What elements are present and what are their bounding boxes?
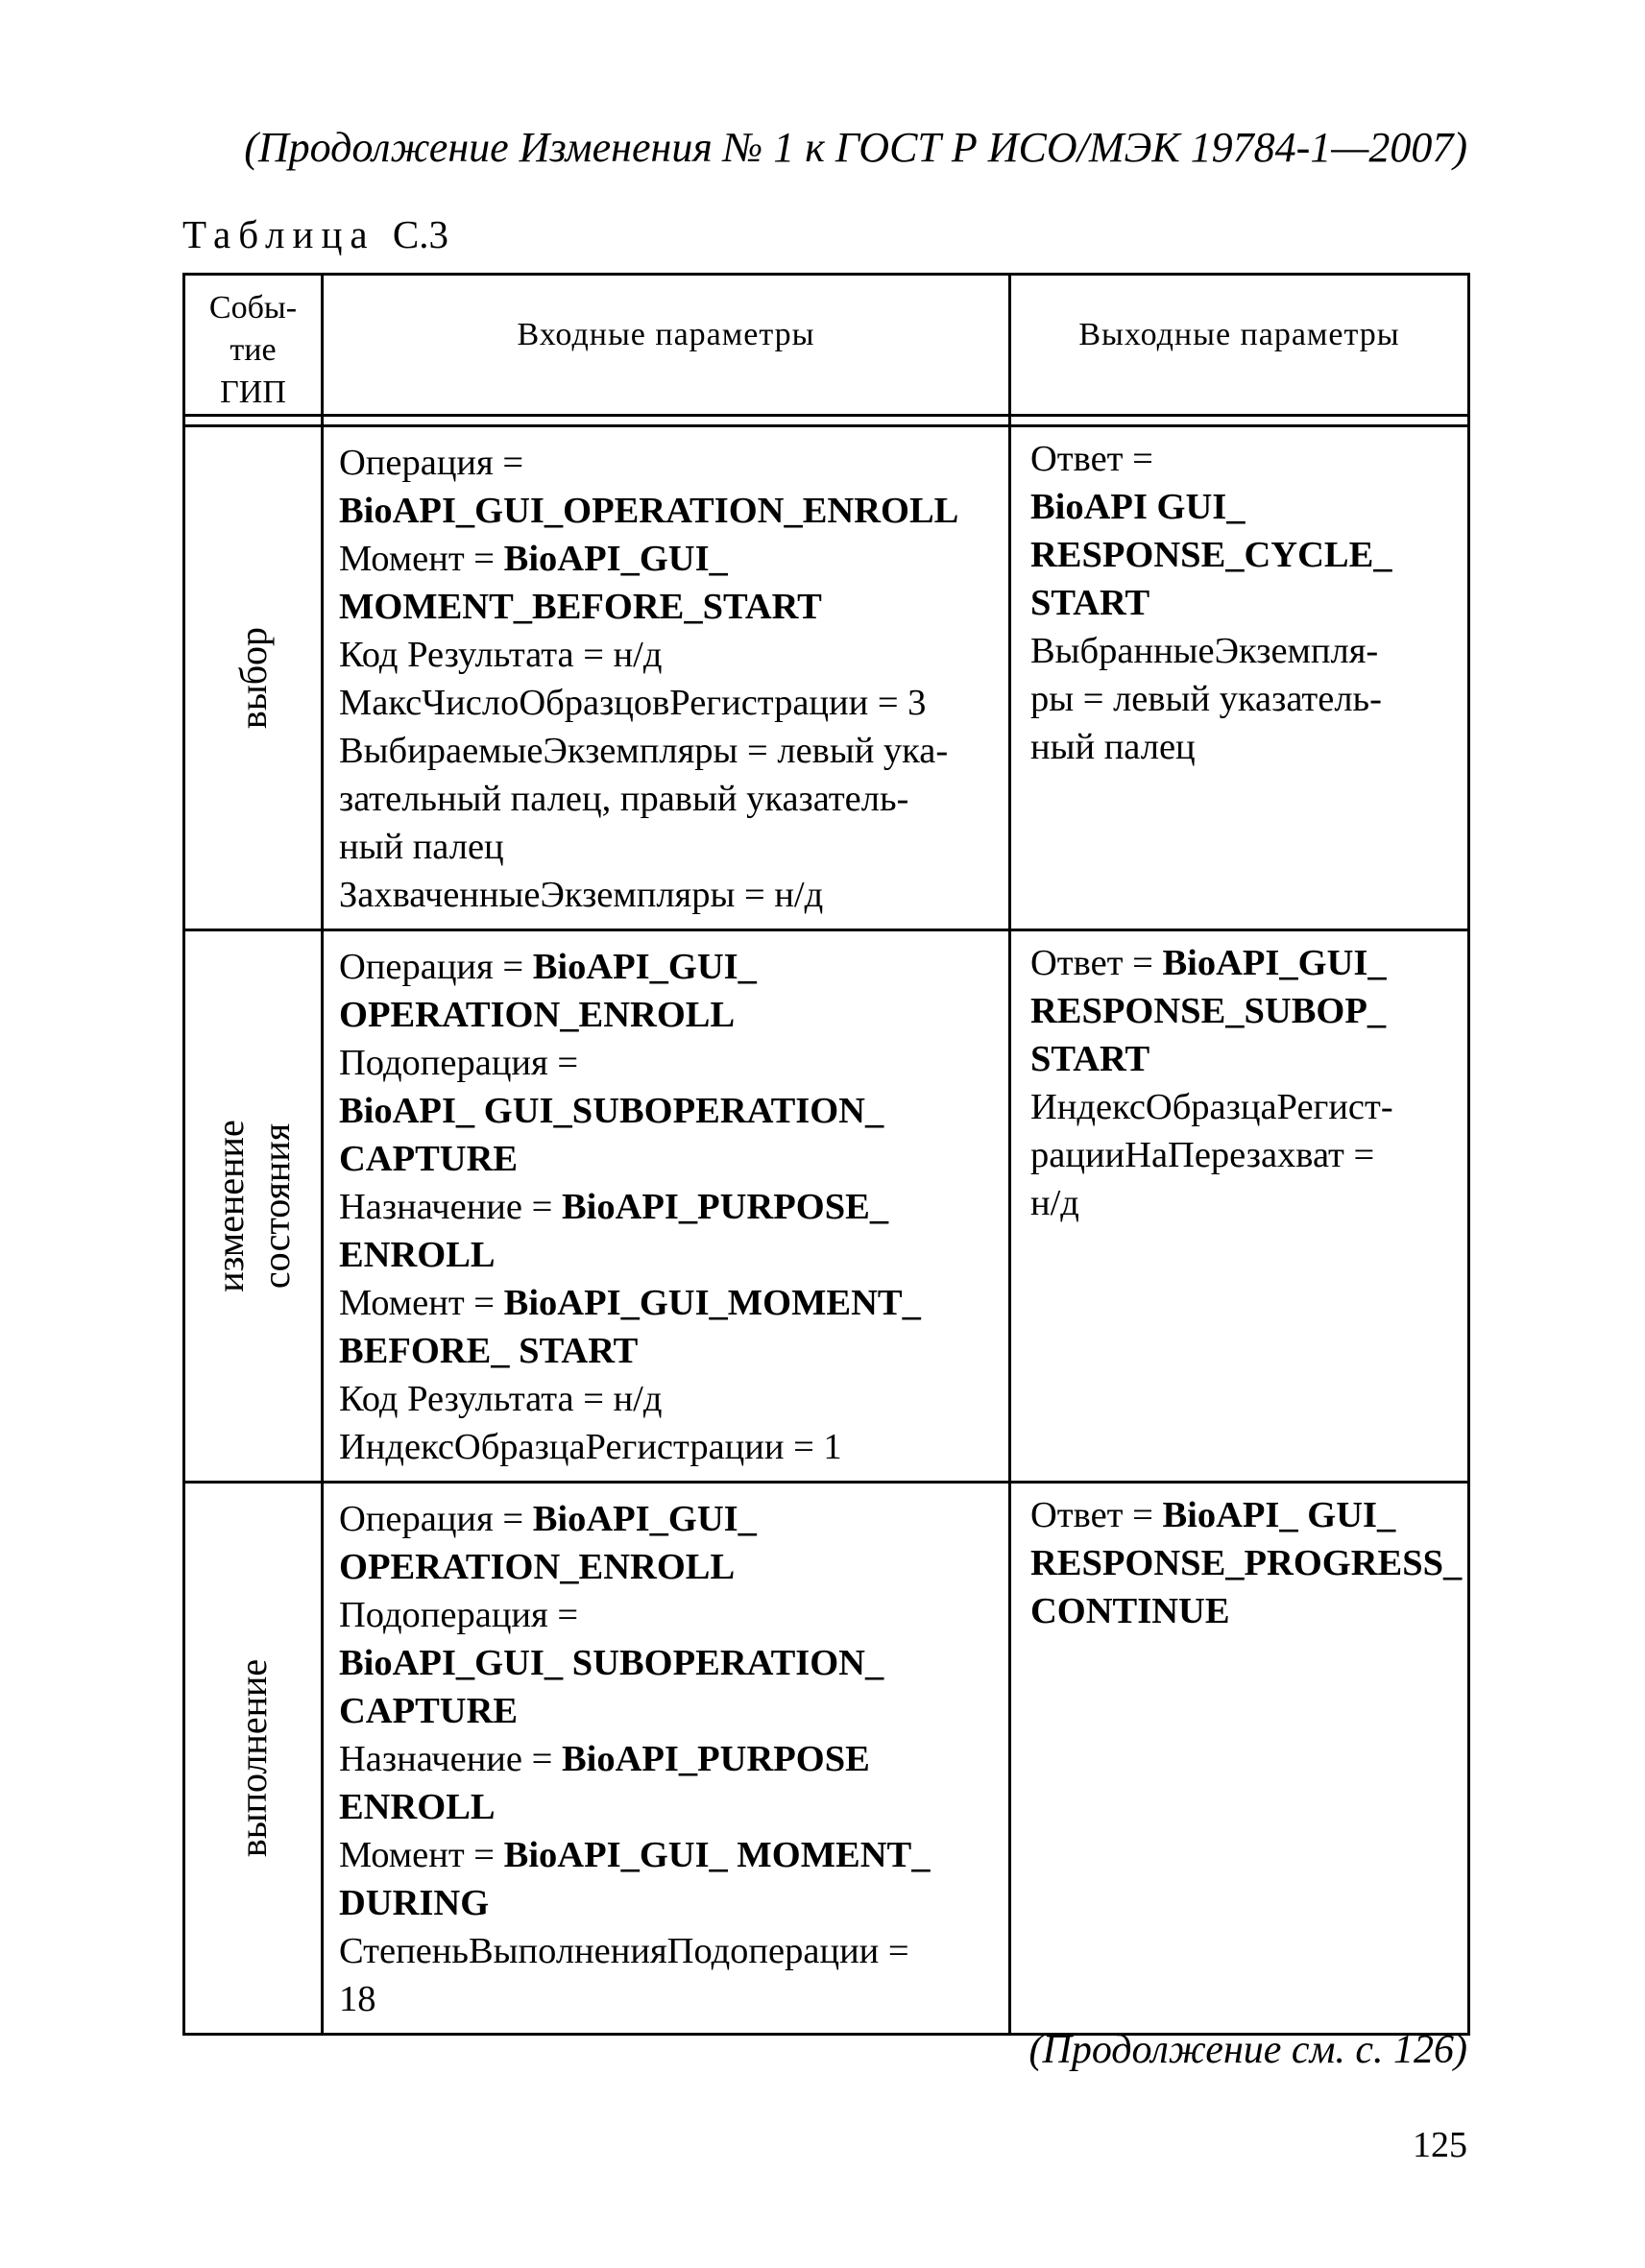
cell-line xyxy=(339,1135,999,1183)
cell-text-bold: BioAPI_GUI_MOMENT_ xyxy=(503,1283,921,1323)
cell-text-bold: BioAPI_GUI_ MOMENT_ xyxy=(503,1835,931,1875)
page-header: (Продолжение Изменения № 1 к ГОСТ Р ИСО/МЭК 19784-1—2007) xyxy=(244,124,1467,171)
cell-line xyxy=(1030,579,1458,627)
cell-text: OPERATION_ENROLL xyxy=(339,995,736,1035)
cell-line xyxy=(1030,1491,1458,1539)
table-title xyxy=(182,211,448,258)
cell-text-bold: BioAPI_GUI_ xyxy=(532,1499,757,1539)
cell-text: CAPTURE xyxy=(339,1139,519,1179)
page-number: 125 xyxy=(1413,2125,1467,2165)
cell-line xyxy=(1030,675,1458,723)
cell-line xyxy=(1030,1083,1458,1131)
cell-line xyxy=(1030,1035,1458,1083)
cell-text: RESPONSE_CYCLE_ xyxy=(1030,535,1392,575)
input-params-cell xyxy=(323,930,1010,1483)
cell-line xyxy=(339,1783,999,1831)
cell-text: BEFORE_ START xyxy=(339,1331,639,1371)
cell-text-bold: BioAPI_GUI_ xyxy=(1162,943,1387,983)
cell-line xyxy=(1030,1179,1458,1227)
cell-text: RESPONSE_SUBOP_ xyxy=(1030,991,1387,1031)
cell-line xyxy=(339,487,999,535)
header-event-line: ГИП xyxy=(220,374,286,410)
cell-text: Операция = xyxy=(339,1499,533,1539)
cell-text: Операция = xyxy=(339,947,533,987)
cell-line xyxy=(339,631,999,679)
cell-text: ИндексОбразцаРегист- xyxy=(1030,1087,1393,1127)
cell-line xyxy=(339,1375,999,1423)
header-event-line: Собы- xyxy=(208,290,298,326)
table-header-row xyxy=(184,275,1469,416)
output-params-cell xyxy=(1010,930,1469,1483)
cell-text: BioAPI_GUI_OPERATION_ENROLL xyxy=(339,491,959,531)
output-params-cell xyxy=(1010,426,1469,930)
cell-line xyxy=(339,1423,999,1471)
event-label xyxy=(230,627,277,729)
event-cell xyxy=(184,930,323,1483)
table-title-word: Таблица xyxy=(182,212,375,256)
cell-line: состояния xyxy=(254,1122,298,1290)
cell-text: МаксЧислоОбразцовРегистрации = 3 xyxy=(339,683,927,723)
cell-line: изменение xyxy=(207,1120,252,1292)
table-row xyxy=(184,426,1469,930)
cell-text: ИндексОбразцаРегистрации = 1 xyxy=(339,1427,842,1467)
cell-text: Ответ = xyxy=(1030,943,1163,983)
cell-line xyxy=(1030,627,1458,675)
cell-text: Момент = xyxy=(339,1283,504,1323)
cell-text-bold: BioAPI_PURPOSE_ xyxy=(561,1187,889,1227)
cell-text-bold: BioAPI_ GUI_ xyxy=(1162,1495,1396,1535)
header-input-params: Входные параметры xyxy=(323,275,1010,416)
header-event xyxy=(184,275,323,416)
cell-text: Подоперация = xyxy=(339,1043,579,1083)
cell-line xyxy=(339,1639,999,1687)
cell-text: Ответ = xyxy=(1030,1495,1163,1535)
cell-line xyxy=(339,679,999,727)
cell-line xyxy=(339,1087,999,1135)
cell-text-bold: BioAPI_GUI_ xyxy=(532,947,757,987)
cell-line xyxy=(1030,723,1458,771)
cell-line xyxy=(339,991,999,1039)
cell-line xyxy=(339,1975,999,2023)
cell-text: СтепеньВыполненияПодоперации = xyxy=(339,1931,909,1971)
cell-line xyxy=(1030,1539,1463,1587)
cell-line xyxy=(339,1495,999,1543)
cell-line xyxy=(339,1039,999,1087)
cell-text: ENROLL xyxy=(339,1787,496,1827)
cell-text: ВыбираемыеЭкземпляры = левый ука- xyxy=(339,731,949,771)
cell-text: ЗахваченныеЭкземпляры = н/д xyxy=(339,875,824,915)
cell-line xyxy=(339,943,999,991)
cell-line xyxy=(339,535,999,583)
output-params-cell xyxy=(1010,1483,1469,2035)
cell-text: зательный палец, правый указатель- xyxy=(339,779,909,819)
continuation-note: (Продолжение см. с. 126) xyxy=(1028,2028,1467,2072)
cell-line xyxy=(339,1231,999,1279)
cell-text-bold: BioAPI_PURPOSE xyxy=(561,1739,870,1779)
cell-line xyxy=(1030,531,1458,579)
cell-text: ры = левый указатель- xyxy=(1030,679,1382,719)
table-row xyxy=(184,1483,1469,2035)
cell-text: Код Результата = н/д xyxy=(339,1379,663,1419)
cell-text: BioAPI GUI_ xyxy=(1030,487,1246,527)
cell-text: OPERATION_ENROLL xyxy=(339,1547,736,1587)
cell-line xyxy=(339,775,999,823)
cell-text: ENROLL xyxy=(339,1235,496,1275)
cell-line xyxy=(1030,1587,1458,1635)
cell-text: CAPTURE xyxy=(339,1691,519,1731)
cell-text: Подоперация = xyxy=(339,1595,579,1635)
cell-line xyxy=(339,1279,999,1327)
table-title-number: С.3 xyxy=(392,212,448,256)
cell-text: 18 xyxy=(339,1979,376,2019)
cell-text: Назначение = xyxy=(339,1739,562,1779)
cell-text: START xyxy=(1030,583,1150,623)
event-label xyxy=(207,1120,300,1291)
cell-text: рацииНаПерезахват = xyxy=(1030,1135,1375,1175)
cell-text: ВыбранныеЭкземпля- xyxy=(1030,631,1379,671)
table-c3 xyxy=(182,273,1470,2036)
cell-text: Момент = xyxy=(339,1835,504,1875)
event-cell xyxy=(184,426,323,930)
cell-text: Назначение = xyxy=(339,1187,562,1227)
cell-text: MOMENT_BEFORE_START xyxy=(339,587,822,627)
cell-line xyxy=(339,1735,999,1783)
cell-line xyxy=(339,1327,999,1375)
cell-line xyxy=(339,1183,999,1231)
cell-line xyxy=(339,871,999,919)
cell-line xyxy=(1030,483,1458,531)
cell-text: ный палец xyxy=(339,827,504,867)
cell-text: ный палец xyxy=(1030,727,1196,767)
cell-line xyxy=(1030,435,1458,483)
cell-line xyxy=(1030,987,1458,1035)
cell-text: Ответ = xyxy=(1030,439,1153,479)
header-output-params: Выходные параметры xyxy=(1010,275,1469,416)
cell-line xyxy=(1030,1131,1458,1179)
cell-line xyxy=(339,439,999,487)
cell-text-bold: BioAPI_GUI_ xyxy=(503,539,728,579)
event-cell xyxy=(184,1483,323,2035)
cell-line xyxy=(339,583,999,631)
cell-line xyxy=(339,1543,999,1591)
cell-text: Момент = xyxy=(339,539,504,579)
event-label xyxy=(230,1659,277,1857)
table-row xyxy=(184,930,1469,1483)
cell-line xyxy=(1030,939,1458,987)
cell-text: н/д xyxy=(1030,1183,1079,1223)
cell-line xyxy=(339,1927,999,1975)
cell-line xyxy=(339,1879,999,1927)
input-params-cell xyxy=(323,426,1010,930)
cell-line: выполнение xyxy=(230,1658,275,1858)
input-params-cell xyxy=(323,1483,1010,2035)
cell-text: RESPONSE_PROGRESS_ xyxy=(1030,1543,1463,1583)
header-divider xyxy=(184,416,1469,426)
cell-text: CONTINUE xyxy=(1030,1591,1230,1631)
cell-line xyxy=(339,1831,999,1879)
cell-line xyxy=(339,727,999,775)
cell-text: Код Результата = н/д xyxy=(339,635,663,675)
cell-text: START xyxy=(1030,1039,1150,1079)
cell-line xyxy=(339,823,999,871)
cell-text: DURING xyxy=(339,1883,490,1923)
cell-text: Операция = xyxy=(339,443,524,483)
cell-line: выбор xyxy=(230,626,275,730)
header-event-line: тие xyxy=(230,332,277,368)
cell-text: BioAPI_ GUI_SUBOPERATION_ xyxy=(339,1091,884,1131)
cell-text: BioAPI_GUI_ SUBOPERATION_ xyxy=(339,1643,884,1683)
cell-line xyxy=(339,1687,999,1735)
cell-line xyxy=(339,1591,999,1639)
